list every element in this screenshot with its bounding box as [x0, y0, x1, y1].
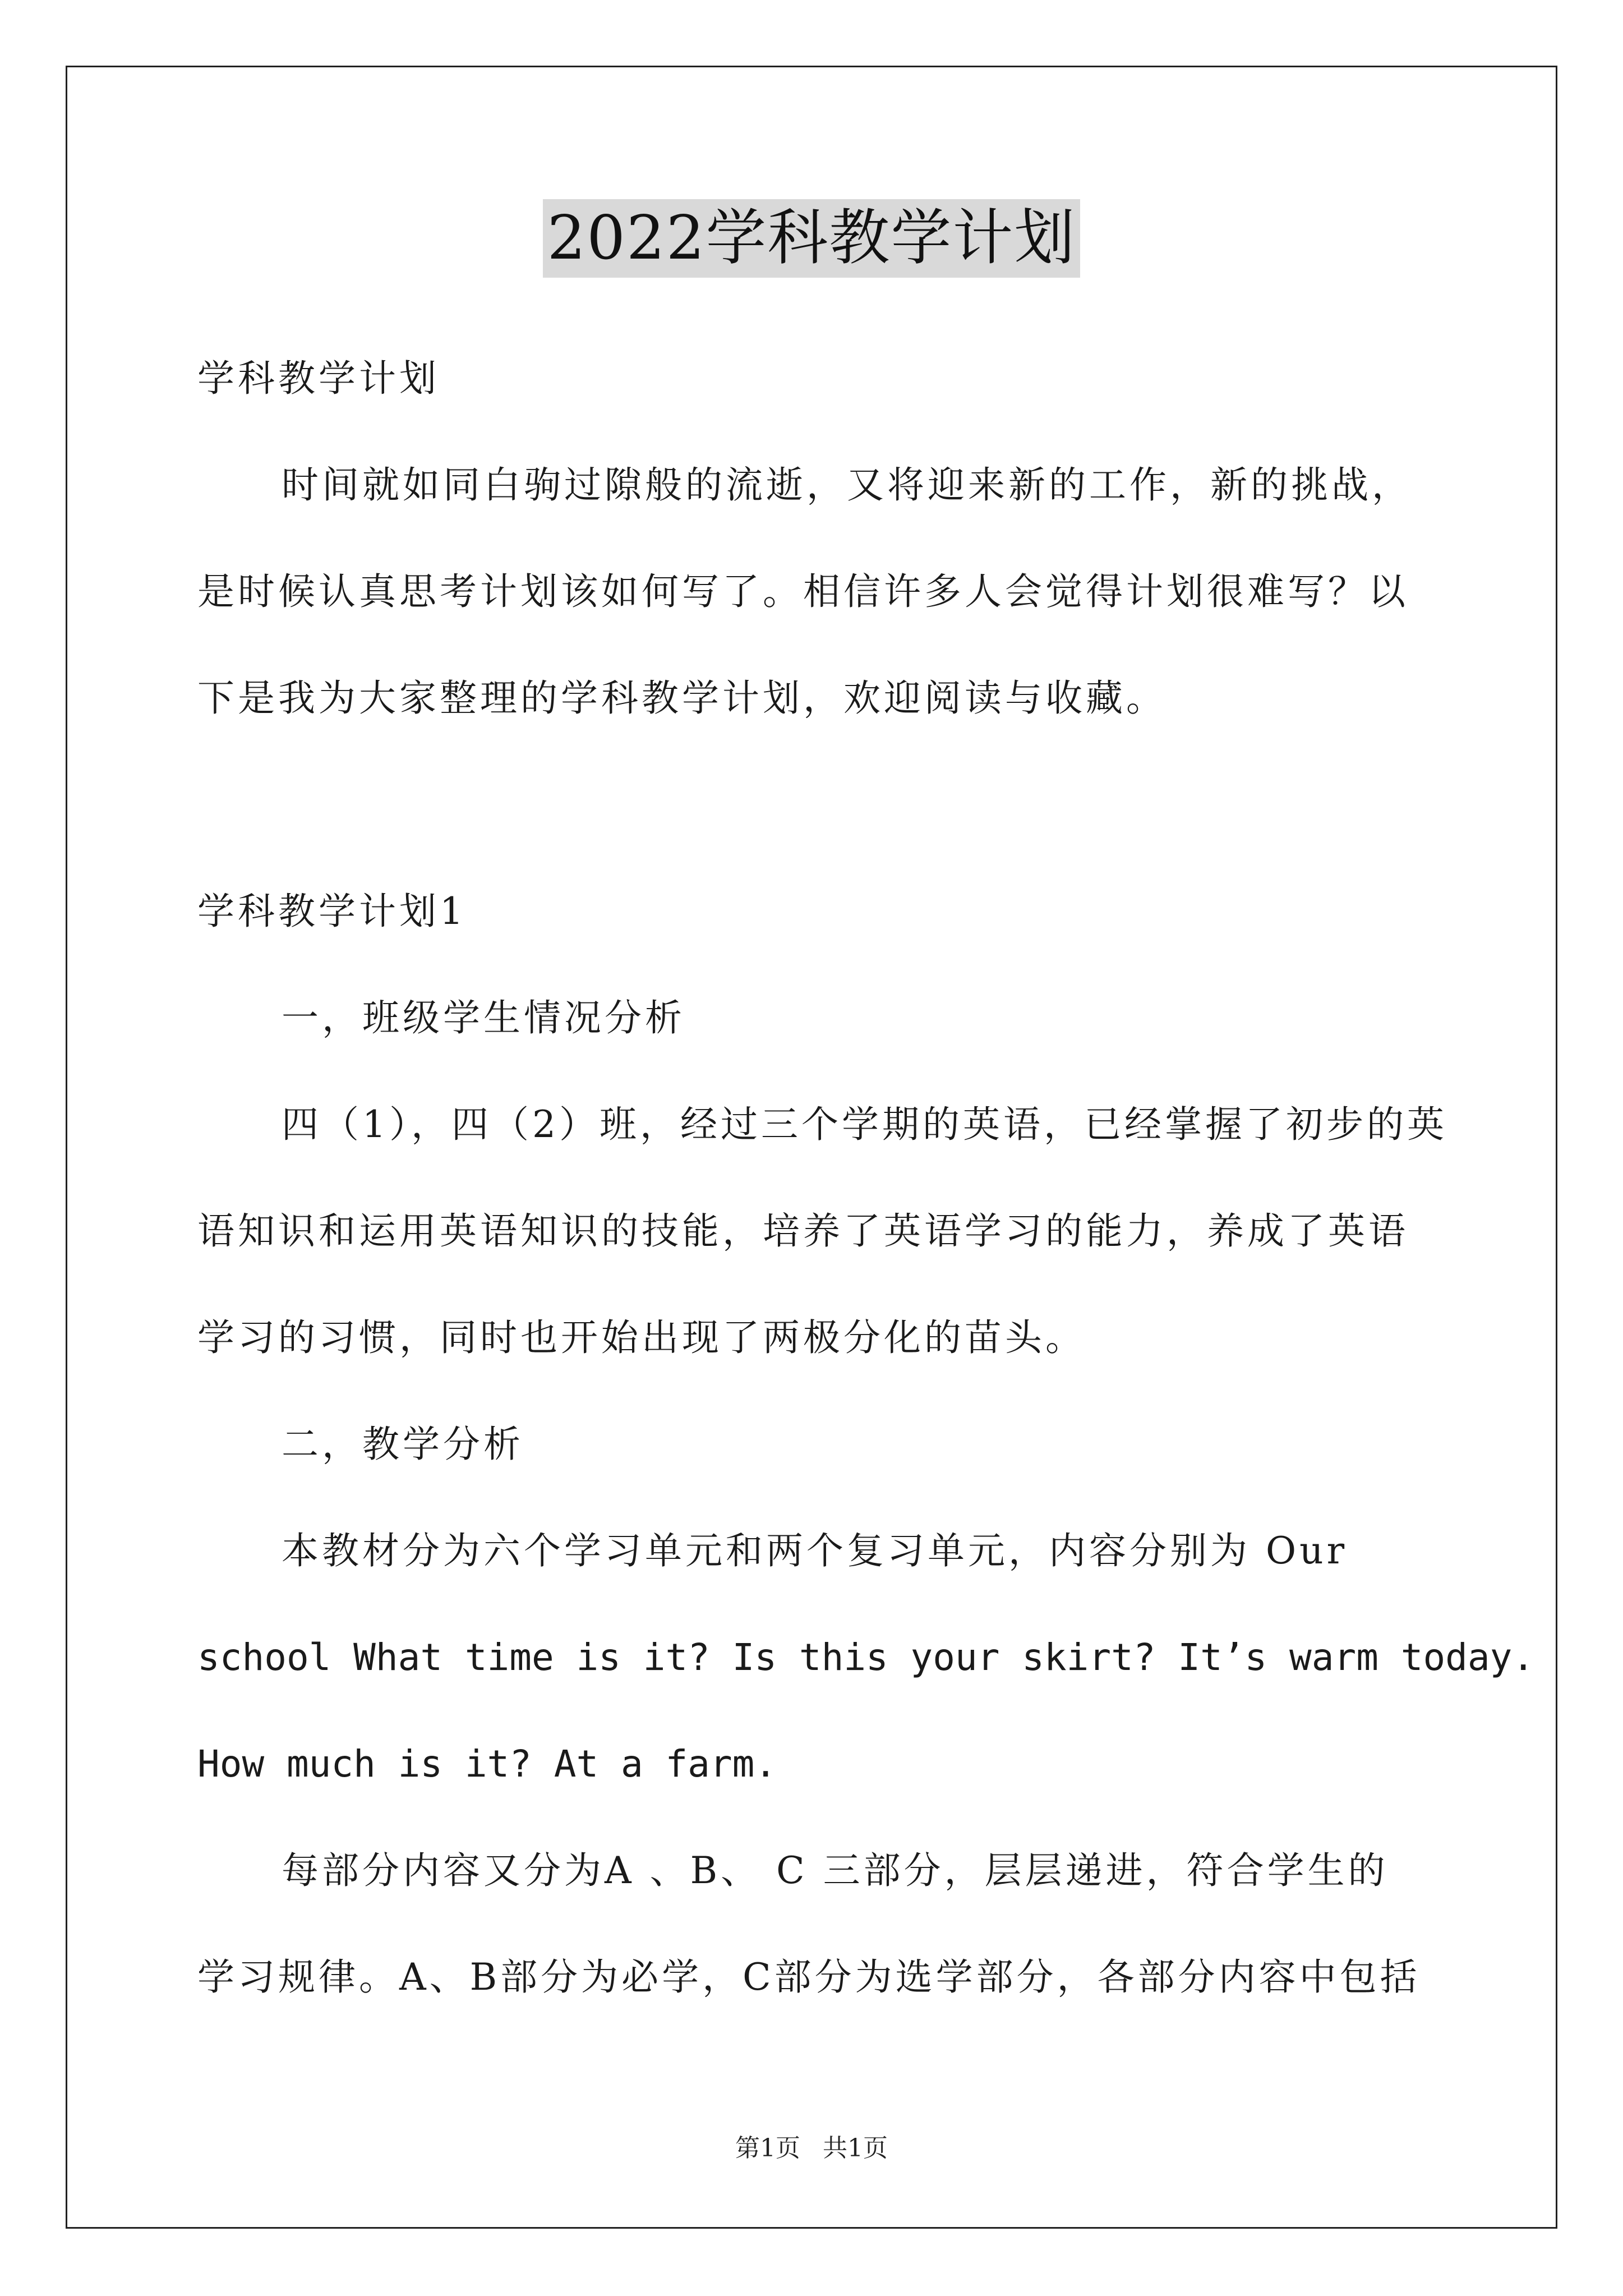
paragraph-line: 学习的习惯，同时也开始出现了两极分化的苗头。: [197, 1316, 1086, 1359]
paragraph-line: 每部分内容又分为A 、B、 C 三部分，层层递进，符合学生的: [282, 1849, 1389, 1892]
section-heading: 学科教学计划1: [197, 890, 467, 933]
paragraph-line: school What time is it? Is this your skirt? It’s warm today.: [197, 1636, 1535, 1679]
page-total: 共1页: [823, 2134, 888, 2162]
page-number: 第1页: [735, 2134, 800, 2162]
paragraph-line: How much is it? At a farm.: [197, 1742, 777, 1786]
paragraph-line: 下是我为大家整理的学科教学计划，欢迎阅读与收藏。: [197, 677, 1166, 720]
paragraph-line: 语知识和运用英语知识的技能，培养了英语学习的能力，养成了英语: [197, 1209, 1409, 1253]
page-footer: [0, 2132, 1623, 2165]
paragraph-line: 时间就如同白驹过隙般的流逝，又将迎来新的工作，新的挑战，: [282, 463, 1412, 507]
title-container: [0, 199, 1623, 278]
paragraph-line: 是时候认真思考计划该如何写了。相信许多人会觉得计划很难写？以: [197, 570, 1409, 613]
section-heading: 学科教学计划: [197, 357, 440, 400]
document-title: 2022学科教学计划: [543, 199, 1081, 278]
subsection-heading: 一，班级学生情况分析: [282, 996, 685, 1039]
subsection-heading: 二，教学分析: [282, 1423, 524, 1466]
paragraph-line: 学习规律。A、B部分为必学，C部分为选学部分，各部分内容中包括: [197, 1955, 1421, 1999]
paragraph-line: 本教材分为六个学习单元和两个复习单元，内容分别为 Our: [282, 1529, 1348, 1572]
paragraph-line: 四（1），四（2）班，经过三个学期的英语，已经掌握了初步的英: [282, 1103, 1447, 1146]
